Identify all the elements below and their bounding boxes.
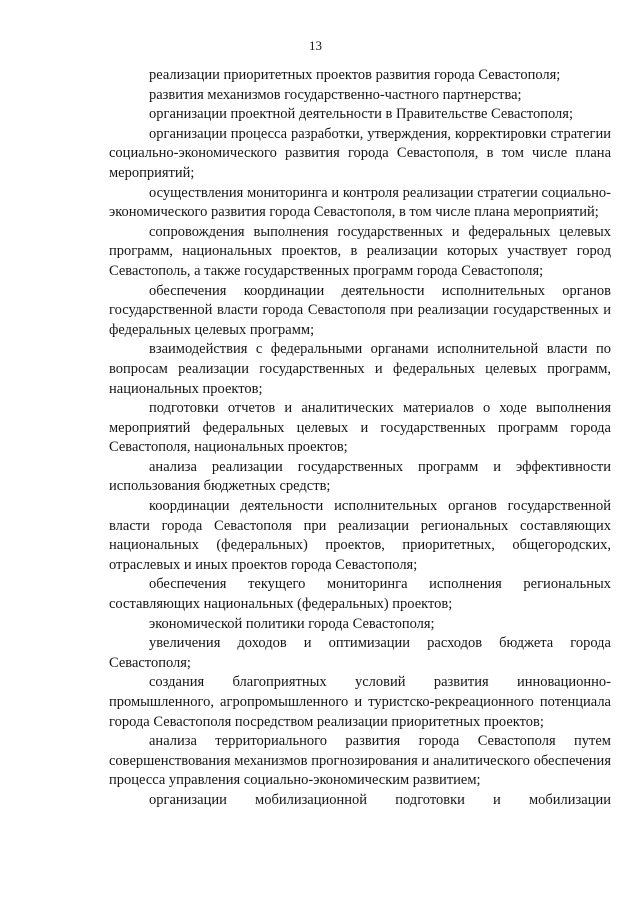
list-item: развития механизмов государственно-частного партнерства;: [149, 86, 522, 103]
list-item: анализа территориального развития города Севастополя путем совершенствования механизмов прогнозирования и аналитического обеспечения процесса управления социально-экономическим развитием;: [109, 733, 611, 789]
list-item: взаимодействия с федеральными органами исполнительной власти по вопросам реализации государственных и федеральных целевых программ, национальных проектов;: [109, 341, 611, 397]
list-item: подготовки отчетов и аналитических материалов о ходе выполнения мероприятий федеральных целевых и государственных программ города Севастополя, национальных проектов;: [109, 400, 611, 456]
page-number: 13: [309, 38, 322, 53]
list-item: увеличения доходов и оптимизации расходов бюджета города Севастополя;: [109, 635, 611, 671]
list-item: организации проектной деятельности в Правительстве Севастополя;: [149, 106, 573, 123]
list-item: создания благоприятных условий развития инновационно-промышленного, агропромышленного и туристско-рекреационного потенциала города Севастополя посредством реализации приоритетных проектов;: [109, 674, 611, 730]
list-item: реализации приоритетных проектов развития города Севастополя;: [149, 67, 561, 83]
list-item: анализа реализации государственных программ и эффективности использования бюджетных средств;: [109, 458, 611, 495]
list-item: организации процесса разработки, утверждения, корректировки стратегии социально-экономического развития города Севастополя, в том числе плана мероприятий;: [109, 125, 611, 181]
body-text: [109, 66, 611, 811]
list-item: сопровождения выполнения государственных и федеральных целевых программ, национальных проектов, в реализации которых участвует город Севастополь, а также государственных программ города Севастополя;: [109, 223, 611, 279]
list-item: организации мобилизационной подготовки и мобилизации: [149, 791, 611, 808]
list-item: обеспечения текущего мониторинга исполнения региональных составляющих национальных (федеральных) проектов;: [109, 576, 611, 613]
list-item: экономической политики города Севастополя;: [149, 615, 435, 632]
list-item: обеспечения координации деятельности исполнительных органов государственной власти города Севастополя при реализации государственных и федеральных целевых программ;: [109, 282, 611, 338]
list-item: осуществления мониторинга и контроля реализации стратегии социально-экономического развития города Севастополя, в том числе плана мероприятий;: [109, 184, 611, 221]
list-item: координации деятельности исполнительных органов государственной власти города Севастополя при реализации региональных составляющих национальных (федеральных) проектов, приоритетных, общегородских, отраслевых и иных проектов города Севастополя;: [109, 498, 611, 573]
